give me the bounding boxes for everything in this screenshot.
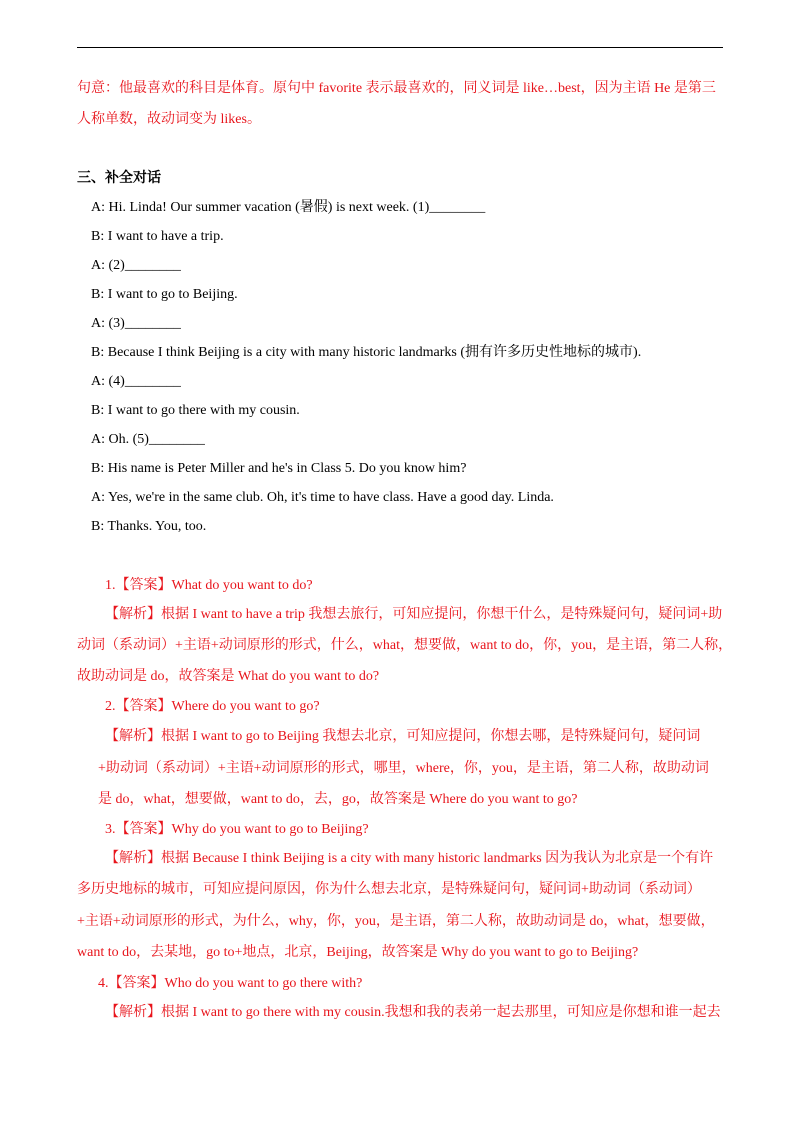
dialogue-line: A: (3)________ xyxy=(91,316,181,331)
analysis-line: +助动词（系动词）+主语+动词原形的形式，哪里，where，你，you，是主语，第二人称，故助动词 xyxy=(98,761,709,776)
analysis-line: want to do，去某地，go to+地点，北京，Beijing，故答案是 Why do you want to go to Beijing? xyxy=(77,945,639,960)
dialogue-line: A: (2)________ xyxy=(91,258,181,273)
header-rule xyxy=(77,47,723,48)
dialogue-line: B: I want to go there with my cousin. xyxy=(91,403,300,418)
analysis-line: 故助动词是 do，故答案是 What do you want to do? xyxy=(77,669,380,684)
analysis-line: 动词（系动词）+主语+动词原形的形式，什么，what，想要做，want to do，你，you，是主语，第二人称， xyxy=(77,638,733,653)
analysis-line: 多历史地标的城市，可知应提问原因，你为什么想去北京，是特殊疑问句，疑问词+助动词（系动词） xyxy=(77,882,701,897)
answer-heading: 1.【答案】What do you want to do? xyxy=(105,578,313,593)
analysis-line: 【解析】根据 I want to have a trip 我想去旅行，可知应提问，你想干什么，是特殊疑问句，疑问词+助 xyxy=(105,607,723,622)
dialogue-line: B: I want to go to Beijing. xyxy=(91,287,238,302)
answer-heading: 2.【答案】Where do you want to go? xyxy=(105,699,320,714)
answer-heading: 4.【答案】Who do you want to go there with? xyxy=(98,976,363,991)
dialogue-line: B: I want to have a trip. xyxy=(91,229,224,244)
analysis-line: 【解析】根据 I want to go to Beijing 我想去北京，可知应提问，你想去哪，是特殊疑问句，疑问词 xyxy=(105,729,701,744)
dialogue-line: A: Hi. Linda! Our summer vacation (暑假) is next week. (1)________ xyxy=(91,200,486,215)
dialogue-line: B: His name is Peter Miller and he's in Class 5. Do you know him? xyxy=(91,461,467,476)
explanation-line: 人称单数，故动词变为 likes。 xyxy=(77,112,261,127)
analysis-line: 【解析】根据 I want to go there with my cousin.我想和我的表弟一起去那里，可知应是你想和谁一起去 xyxy=(105,1005,721,1020)
analysis-line: 【解析】根据 Because I think Beijing is a city with many historic landmarks 因为我认为北京是一个有许 xyxy=(105,851,714,866)
analysis-line: +主语+动词原形的形式，为什么，why，你，you，是主语，第二人称，故助动词是 do，what，想要做， xyxy=(77,914,715,929)
dialogue-line: B: Thanks. You, too. xyxy=(91,519,207,534)
dialogue-line: A: Yes, we're in the same club. Oh, it's time to have class. Have a good day. Linda. xyxy=(91,490,554,505)
dialogue-line: A: Oh. (5)________ xyxy=(91,432,205,447)
analysis-line: 是 do，what，想要做，want to do，去，go，故答案是 Where do you want to go? xyxy=(98,792,578,807)
dialogue-line: B: Because I think Beijing is a city with many historic landmarks (拥有许多历史性地标的城市). xyxy=(91,345,642,360)
explanation-line: 句意：他最喜欢的科目是体育。原句中 favorite 表示最喜欢的，同义词是 like…best，因为主语 He 是第三 xyxy=(77,81,716,96)
answer-heading: 3.【答案】Why do you want to go to Beijing? xyxy=(105,822,369,837)
section-title: 三、补全对话 xyxy=(77,171,161,186)
dialogue-line: A: (4)________ xyxy=(91,374,181,389)
